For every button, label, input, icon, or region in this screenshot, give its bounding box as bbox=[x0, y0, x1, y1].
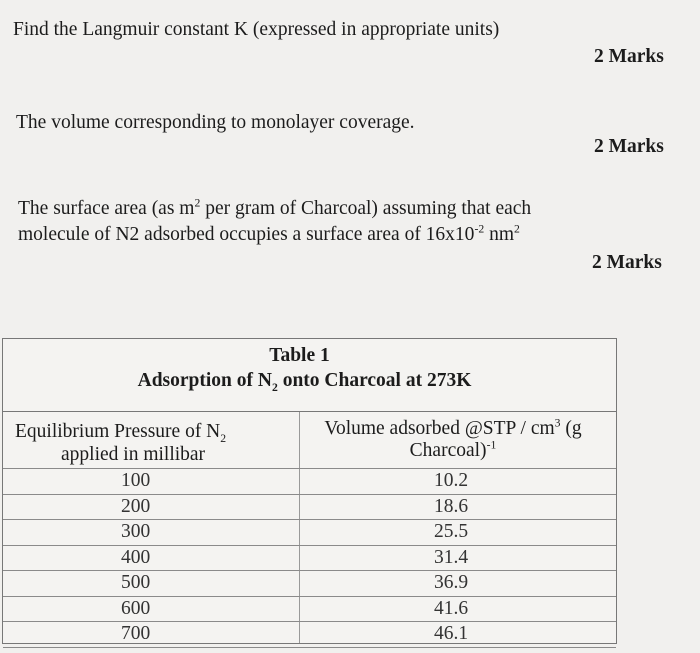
table-row bbox=[3, 495, 616, 521]
volume-cell: 46.1 bbox=[433, 623, 469, 644]
volume-cell: 41.6 bbox=[433, 597, 469, 619]
question-3-marks: 2 Marks bbox=[592, 252, 662, 273]
volume-cell: 31.4 bbox=[433, 546, 469, 568]
volume-cell: 36.9 bbox=[433, 572, 469, 593]
question-1-text: Find the Langmuir constant K (expressed in appropriate units) bbox=[13, 19, 500, 40]
pressure-cell: 600 bbox=[121, 597, 151, 619]
question-2-text: The volume corresponding to monolayer coverage. bbox=[16, 112, 415, 133]
table-row bbox=[3, 469, 616, 495]
pressure-column-header: Equilibrium Pressure of $N_2$ applied in millibar bbox=[15, 421, 227, 465]
pressure-cell: 200 bbox=[121, 495, 151, 517]
table-grid bbox=[3, 411, 616, 648]
adsorption-table bbox=[2, 338, 617, 644]
table-row bbox=[3, 546, 616, 572]
table-title: Table 1 bbox=[269, 345, 330, 366]
pressure-cell: 700 bbox=[121, 623, 151, 644]
question-2-marks: 2 Marks bbox=[594, 136, 664, 157]
volume-cell: 18.6 bbox=[433, 495, 469, 517]
volume-cell: 25.5 bbox=[433, 521, 469, 542]
pressure-cell: 300 bbox=[121, 521, 151, 542]
table-caption bbox=[3, 339, 616, 411]
volume-column-header: Volume adsorbed @STP / $cm^3$ (g Charcoal)$^{-1}$ bbox=[324, 416, 582, 461]
question-3-text: The surface area (as $m^2$ per gram of Charcoal) assuming that each molecule of N2 adsorbed occupies a surface area of $16x10^{-2}$ $nm^2$ bbox=[18, 196, 532, 245]
table-row bbox=[3, 520, 616, 546]
question-1-marks: 2 Marks bbox=[594, 46, 664, 67]
table-header-row bbox=[3, 412, 616, 469]
pressure-cell: 100 bbox=[121, 470, 151, 491]
table-subtitle: Adsorption of $N_2$ onto Charcoal at 273K bbox=[137, 370, 472, 394]
table-row bbox=[3, 571, 616, 597]
table-row bbox=[3, 597, 616, 623]
volume-cell: 10.2 bbox=[433, 470, 469, 491]
pressure-cell: 500 bbox=[121, 572, 151, 593]
pressure-cell: 400 bbox=[121, 546, 151, 568]
table-row bbox=[3, 622, 616, 648]
